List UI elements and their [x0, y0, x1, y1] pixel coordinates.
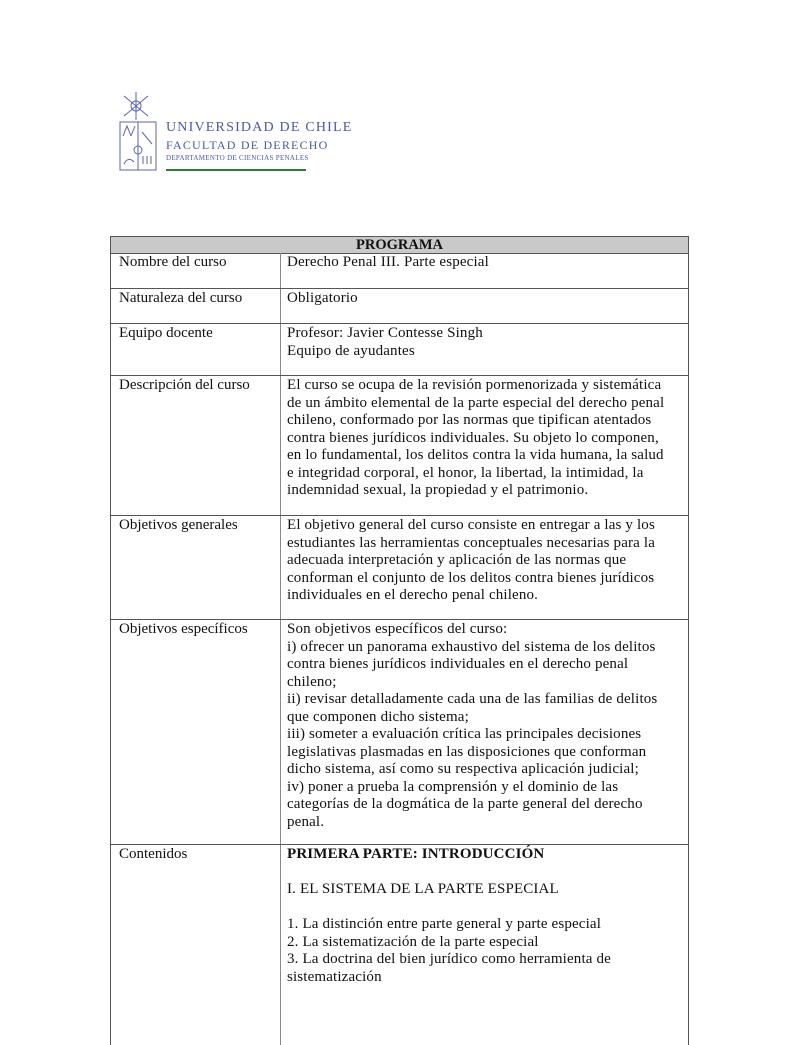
content-line: e integridad corporal, el honor, la libertad, la intimidad, la: [287, 464, 644, 481]
blank-line: [287, 899, 611, 917]
content-line: conforman el conjunto de los delitos contra bienes jurídicos: [287, 569, 655, 586]
table-row: [110, 289, 689, 324]
content-line: penal.: [287, 813, 325, 830]
logo-faculty: FACULTAD DE DERECHO: [166, 138, 329, 152]
logo-university: UNIVERSIDAD DE CHILE: [166, 120, 353, 135]
content-line: iii) someter a evaluación crítica las principales decisiones: [287, 726, 642, 742]
content-line: Derecho Penal III. Parte especial: [287, 254, 489, 270]
content-line: iv) poner a prueba la comprensión y el dominio de las: [287, 778, 619, 795]
row-label: Naturaleza del curso: [119, 290, 243, 306]
table-row: [110, 620, 689, 845]
section-heading: PRIMERA PARTE: INTRODUCCIÓN: [287, 846, 545, 862]
column-divider: [280, 516, 281, 619]
content-line: El curso se ocupa de la revisión pormenorizada y sistemática: [287, 377, 662, 393]
table-row: [110, 516, 689, 620]
row-content: [287, 377, 664, 500]
content-line: Equipo de ayudantes: [287, 342, 415, 359]
content-line: estudiantes las herramientas conceptuales necesarias para la: [287, 534, 655, 551]
row-content: [287, 254, 489, 272]
column-divider: [280, 845, 281, 1045]
column-divider: [280, 376, 281, 515]
content-line: 1. La distinción entre parte general y parte especial: [287, 916, 602, 932]
content-line: 2. La sistematización de la parte especial: [287, 933, 539, 950]
content-line: Obligatorio: [287, 290, 358, 306]
content-line: contra bienes jurídicos individuales. Su objeto lo componen,: [287, 429, 659, 446]
row-label: Contenidos: [119, 846, 188, 862]
blank-line: [287, 864, 611, 882]
logo-divider: [166, 169, 306, 171]
table-row: [110, 845, 689, 1045]
content-line: indemnidad sexual, la propiedad y el patrimonio.: [287, 482, 589, 498]
content-line: chileno, conformado por las normas que tipifican atentados: [287, 412, 652, 428]
column-divider: [280, 289, 281, 323]
row-label: Nombre del curso: [119, 254, 227, 270]
column-divider: [280, 620, 281, 844]
logo-department: DEPARTAMENTO DE CIENCIAS PENALES: [166, 154, 309, 162]
row-label: Equipo docente: [119, 325, 213, 341]
column-divider: [280, 324, 281, 375]
table-row: [110, 376, 689, 516]
row-content: [287, 290, 358, 308]
content-line: El objetivo general del curso consiste en entregar a las y los: [287, 517, 655, 533]
content-line: en lo fundamental, los delitos contra la vida humana, la salud: [287, 447, 664, 463]
content-line: categorías de la dogmática de la parte general del derecho: [287, 796, 643, 812]
table-row: [110, 324, 689, 376]
content-line: que componen dicho sistema;: [287, 708, 469, 725]
content-line: i) ofrecer un panorama exhaustivo del sistema de los delitos: [287, 638, 656, 655]
content-line: dicho sistema, así como su respectiva aplicación judicial;: [287, 761, 639, 777]
content-line: ii) revisar detalladamente cada una de las familias de delitos: [287, 691, 658, 707]
content-line: sistematización: [287, 968, 382, 985]
seal-icon: [116, 92, 166, 174]
row-content: [287, 846, 611, 986]
content-line: chileno;: [287, 673, 337, 690]
table-row: [110, 253, 689, 289]
row-label: Descripción del curso: [119, 377, 250, 393]
content-line: legislativas plasmadas en las disposiciones que conforman: [287, 743, 647, 760]
row-content: [287, 325, 483, 360]
content-line: adecuada interpretación y aplicación de las normas que: [287, 552, 627, 568]
content-line: Son objetivos específicos del curso:: [287, 621, 508, 637]
column-divider: [280, 253, 281, 288]
content-line: de un ámbito elemental de la parte especial del derecho penal: [287, 394, 665, 411]
content-line: I. EL SISTEMA DE LA PARTE ESPECIAL: [287, 881, 559, 897]
content-line: individuales en el derecho penal chileno.: [287, 587, 539, 603]
table-header: PROGRAMA: [110, 236, 689, 254]
row-content: [287, 517, 655, 605]
content-line: contra bienes jurídicos individuales en el derecho penal: [287, 656, 629, 672]
row-label: Objetivos específicos: [119, 621, 248, 637]
row-content: [287, 621, 657, 831]
content-line: Profesor: Javier Contesse Singh: [287, 325, 483, 341]
content-line: 3. La doctrina del bien jurídico como herramienta de: [287, 951, 611, 967]
row-label: Objetivos generales: [119, 517, 238, 533]
